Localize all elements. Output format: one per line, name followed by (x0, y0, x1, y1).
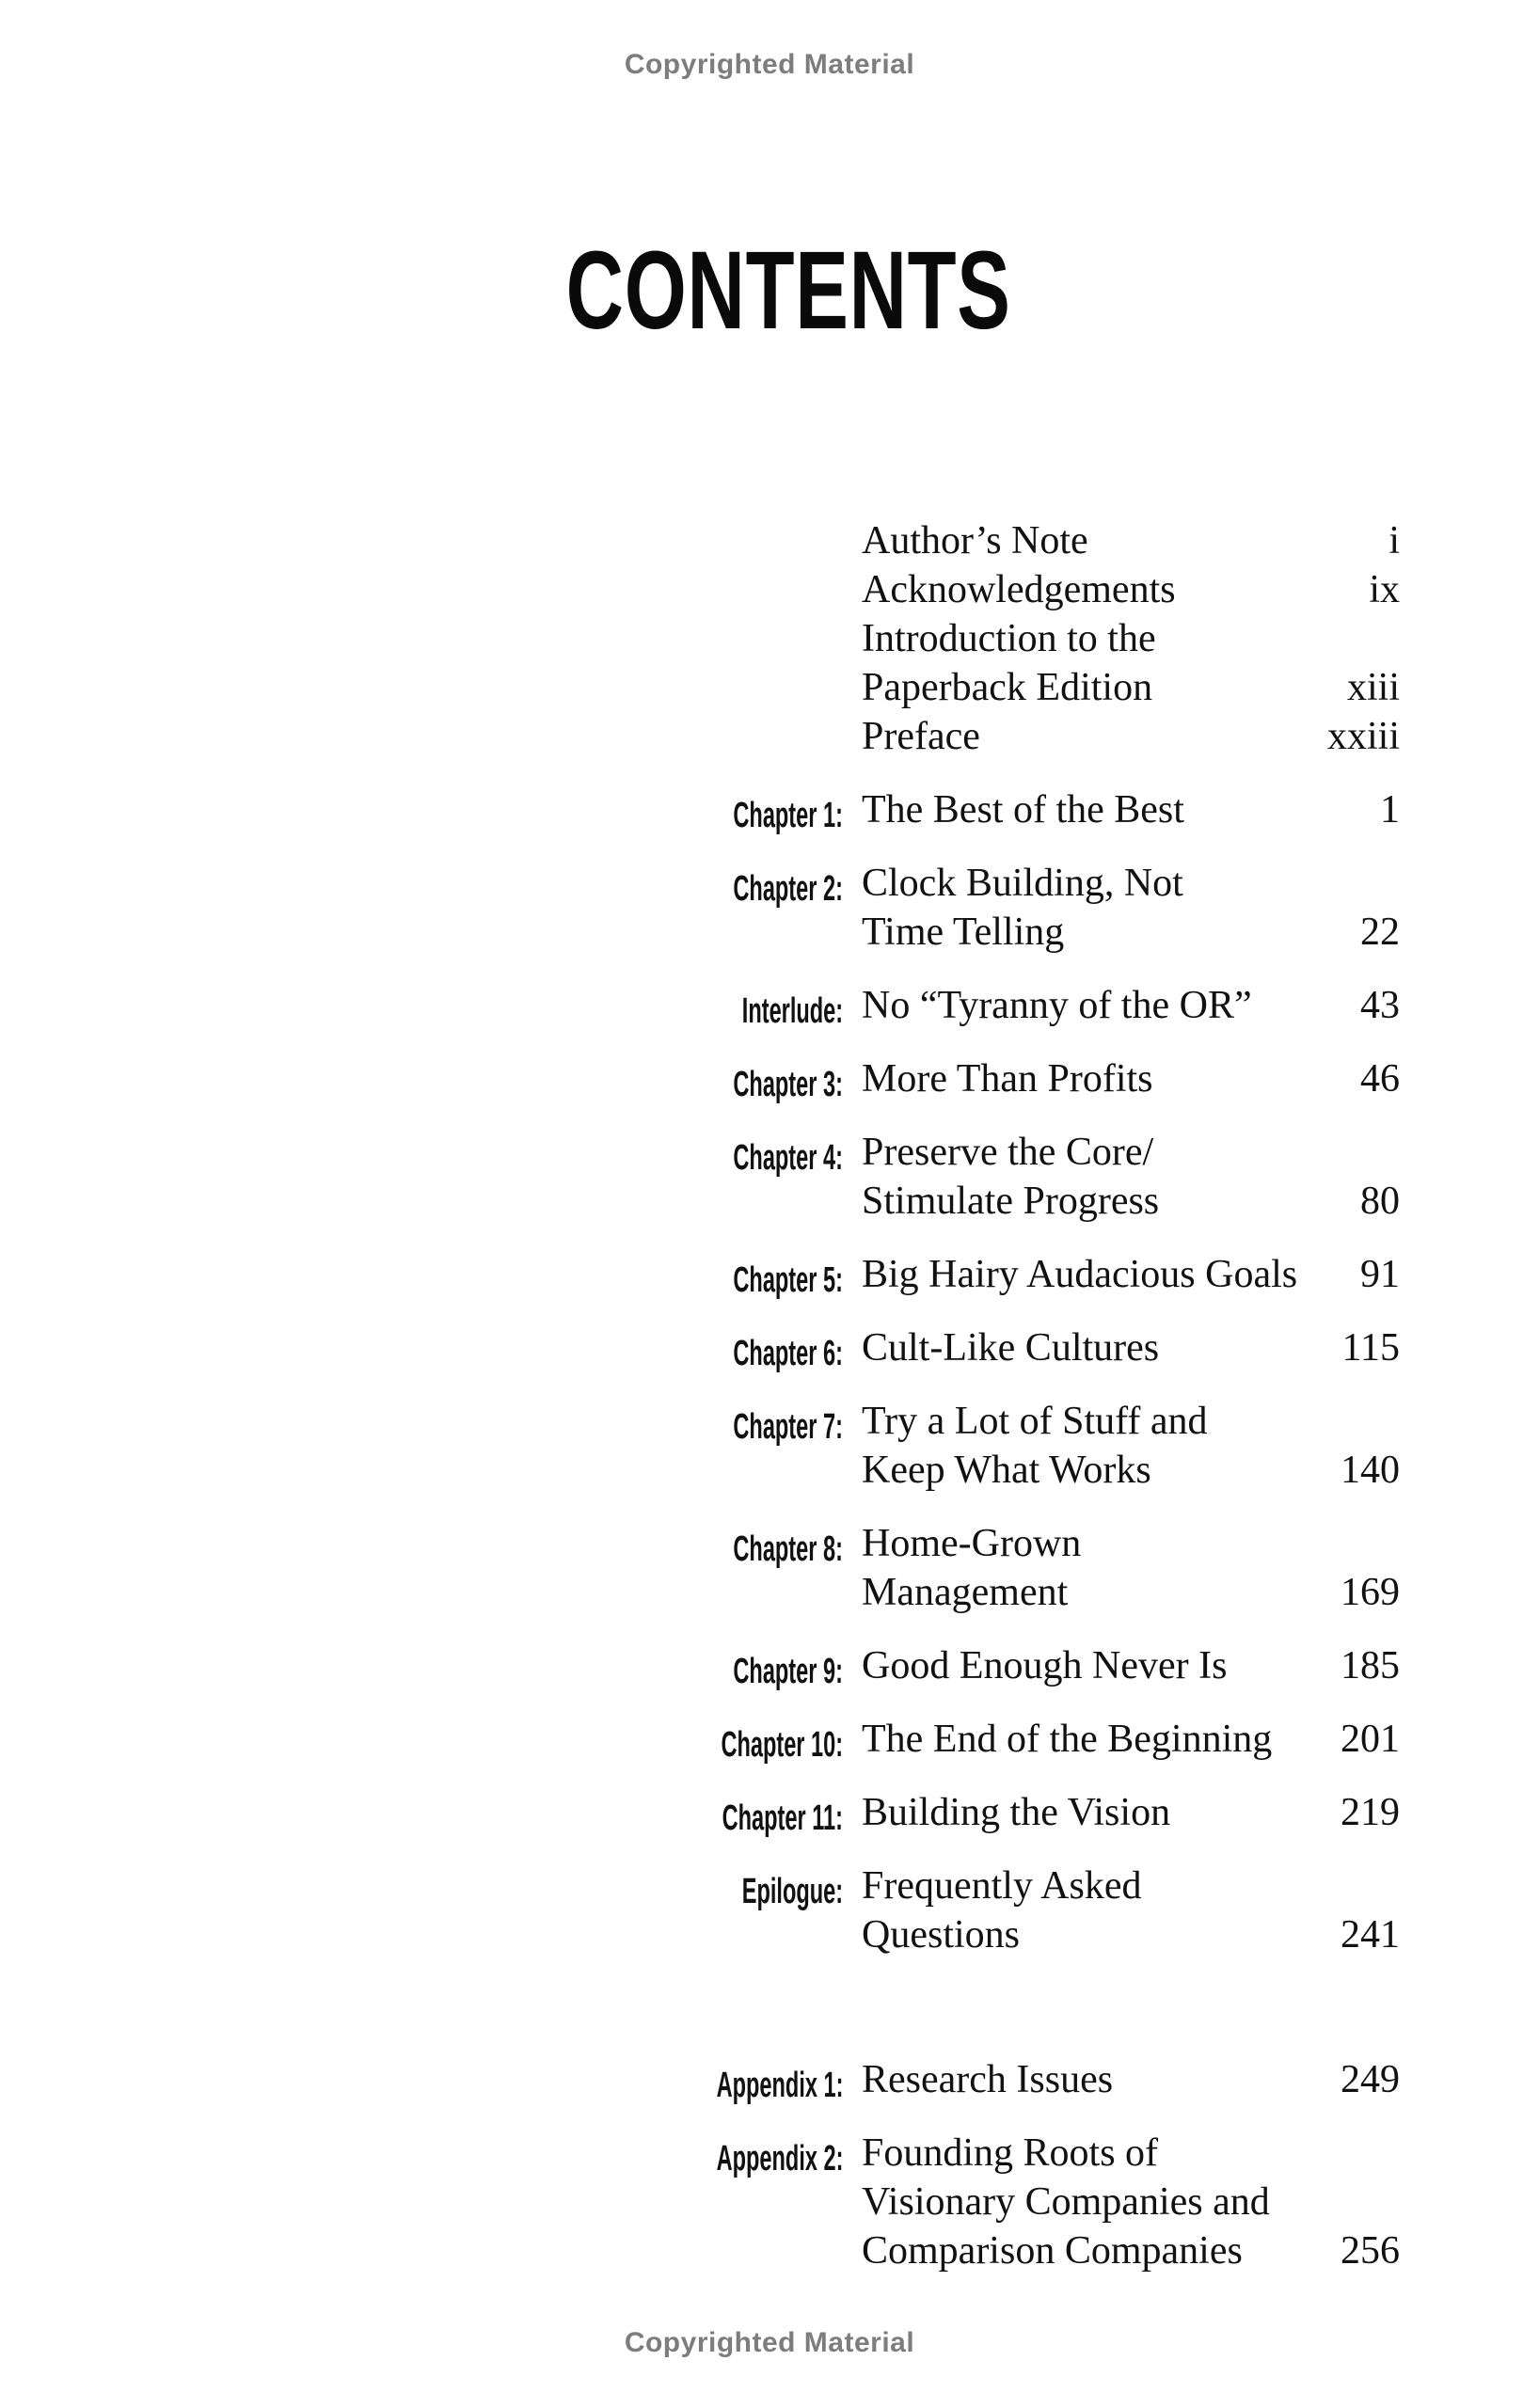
toc-entry-title: No “Tyranny of the OR” (862, 984, 1252, 1027)
toc-entry-page: 43 (1360, 984, 1400, 1027)
toc-entry-page: xiii (1346, 666, 1400, 709)
toc-entry-chapter-2[interactable] (0, 859, 1539, 957)
toc-entry-title: Home-Grown Management (862, 1522, 1082, 1614)
toc-entry-title: Research Issues (862, 2058, 1114, 2101)
toc-entry-chapter-5[interactable] (0, 1250, 1539, 1299)
toc-entry-page: 249 (1341, 2058, 1400, 2101)
copyright-watermark-top: Copyrighted Material (624, 49, 915, 80)
toc-entry-page: 185 (1341, 1644, 1400, 1687)
toc-entry-page: 22 (1360, 911, 1400, 954)
toc-entry-chapter-7[interactable] (0, 1397, 1539, 1495)
toc-entry-title: Good Enough Never Is (862, 1644, 1228, 1687)
toc-entry-title: Try a Lot of Stuff and Keep What Works (862, 1400, 1208, 1492)
toc-entry-title: More Than Profits (862, 1057, 1153, 1101)
toc-entry-epilogue[interactable] (0, 1861, 1539, 1959)
toc-entry-title: Preface (862, 715, 980, 758)
toc-entry-label: Chapter 4: (733, 1138, 843, 1178)
toc-entry-label: Chapter 3: (733, 1065, 843, 1104)
toc-entry-label: Chapter 7: (733, 1407, 843, 1447)
toc-entry-title: Founding Roots of Visionary Companies and Comparison Companies (862, 2131, 1270, 2273)
toc-entry-title: Preserve the Core/ Stimulate Progress (862, 1131, 1160, 1223)
toc-entry-chapter-11[interactable] (0, 1788, 1539, 1837)
toc-entry-page: 1 (1380, 788, 1400, 832)
toc-entry-acknowledgements[interactable] (0, 565, 1539, 614)
toc-entry-title: Cult-Like Cultures (862, 1326, 1160, 1370)
toc-entry-label: Epilogue: (741, 1872, 843, 1911)
toc-entry-label: Chapter 5: (733, 1260, 843, 1300)
toc-entry-title: Clock Building, Not Time Telling (862, 862, 1183, 954)
toc-entry-page: 169 (1341, 1571, 1400, 1614)
toc-entry-appendix-2[interactable] (0, 2129, 1539, 2275)
toc-entry-page: 140 (1341, 1449, 1400, 1492)
toc-entry-label: Chapter 6: (733, 1334, 843, 1373)
toc-entry-title: Acknowledgements (862, 568, 1176, 611)
toc-entry-appendix-1[interactable] (0, 2055, 1539, 2104)
toc-entry-page: 46 (1360, 1057, 1400, 1101)
copyright-watermark-bottom: Copyrighted Material (624, 2327, 915, 2358)
toc-entry-page: 80 (1360, 1180, 1400, 1223)
toc-entry-label: Interlude: (741, 991, 843, 1031)
toc-entry-title: The End of the Beginning (862, 1718, 1273, 1761)
toc-entry-chapter-10[interactable] (0, 1715, 1539, 1764)
toc-entry-page: i (1388, 519, 1400, 562)
toc-entry-page: 256 (1341, 2229, 1400, 2273)
toc-entry-chapter-9[interactable] (0, 1641, 1539, 1690)
toc-entry-title: The Best of the Best (862, 788, 1184, 832)
toc-entry-chapter-1[interactable] (0, 785, 1539, 834)
toc-entry-introduction[interactable] (0, 614, 1539, 712)
toc-entry-page: 115 (1341, 1326, 1400, 1370)
toc-entry-title: Building the Vision (862, 1791, 1171, 1834)
toc-entry-interlude[interactable] (0, 981, 1539, 1030)
toc-entry-title: Big Hairy Audacious Goals (862, 1253, 1298, 1296)
toc-entry-label: Appendix 1: (716, 2066, 843, 2105)
toc-entry-label: Chapter 1: (733, 796, 843, 835)
toc-entry-label: Chapter 10: (721, 1725, 843, 1765)
toc-entry-chapter-3[interactable] (0, 1054, 1539, 1103)
toc-entry-page: ix (1369, 568, 1400, 611)
toc-entry-page: 219 (1341, 1791, 1400, 1834)
toc-entry-label: Chapter 11: (722, 1798, 843, 1838)
toc-entry-page: 241 (1341, 1913, 1400, 1956)
toc-entry-authors-note[interactable] (0, 516, 1539, 565)
toc-entry-page: 201 (1341, 1718, 1400, 1761)
toc-entry-chapter-8[interactable] (0, 1519, 1539, 1617)
toc-entry-label: Appendix 2: (716, 2139, 843, 2178)
toc-entry-label: Chapter 2: (733, 869, 843, 909)
toc-entry-page: xxiii (1326, 715, 1400, 758)
toc-entry-title: Author’s Note (862, 519, 1088, 562)
page-title: CONTENTS (565, 229, 1011, 353)
toc-entry-title: Frequently Asked Questions (862, 1864, 1142, 1956)
toc-entry-page: 91 (1360, 1253, 1400, 1296)
toc-entry-label: Chapter 9: (733, 1652, 843, 1691)
toc-entry-preface[interactable] (0, 712, 1539, 761)
toc-entry-title: Introduction to the Paperback Edition (862, 617, 1156, 709)
toc-entry-chapter-6[interactable] (0, 1323, 1539, 1372)
toc-entry-chapter-4[interactable] (0, 1128, 1539, 1226)
toc-entry-label: Chapter 8: (733, 1529, 843, 1569)
